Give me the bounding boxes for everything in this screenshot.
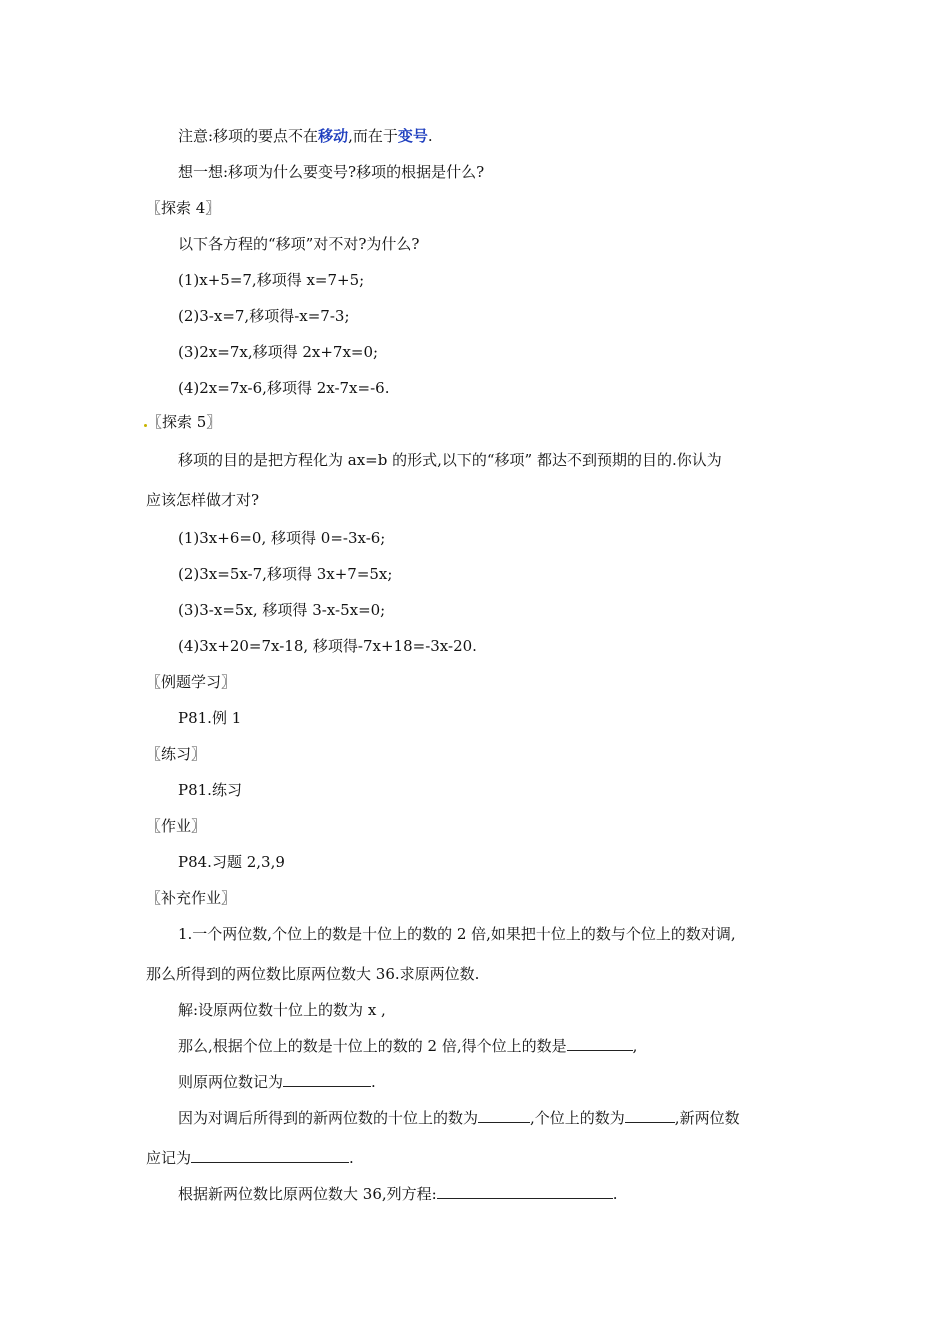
explore5-item: (1)3x+6=0, 移项得 0=-3x-6; (178, 529, 386, 547)
solution-line6-end: . (612, 1185, 618, 1203)
solution-line2-text: 那么,根据个位上的数是十位上的数的 2 倍,得个位上的数是 (178, 1037, 567, 1055)
note-prefix: 注意:移项的要点不在 (178, 127, 319, 145)
solution-line6 (178, 1184, 617, 1204)
note-highlight-move: 移动 (318, 127, 349, 145)
solution-line5-text: 应记为 (146, 1149, 192, 1167)
solution-line1: 解:设原两位数十位上的数为 x , (178, 1001, 386, 1019)
explore5-question-line1: 移项的目的是把方程化为 ax=b 的形式,以下的“移项” 都达不到预期的目的.你认为 (178, 451, 722, 469)
explore5-heading-line (144, 412, 221, 432)
example-heading: 〖例题学习〗 (146, 673, 237, 691)
solution-line4-text: 因为对调后所得到的新两位数的十位上的数为 (178, 1109, 479, 1127)
solution-line4-mid: ,个位上的数为 (530, 1109, 625, 1127)
explore5-question-line2: 应该怎样做才对? (146, 491, 260, 509)
explore5-heading: 〖探索 5〗 (147, 413, 222, 431)
answer-blank-equation[interactable] (437, 1184, 613, 1199)
think-line: 想一想:移项为什么要变号?移项的根据是什么? (178, 163, 485, 181)
note-mid: ,而在于 (348, 127, 398, 145)
solution-line4-end: ,新两位数 (674, 1109, 740, 1127)
homework-text: P84.习题 2,3,9 (178, 853, 285, 871)
homework-heading: 〖作业〗 (146, 817, 207, 835)
answer-blank-units-digit[interactable] (567, 1036, 633, 1051)
note-highlight-sign: 变号 (397, 127, 428, 145)
answer-blank-new-number[interactable] (191, 1148, 349, 1163)
answer-blank-new-tens[interactable] (478, 1108, 530, 1123)
note-line (178, 126, 433, 146)
solution-line6-text: 根据新两位数比原两位数大 36,列方程: (178, 1185, 437, 1203)
extra-problem-line2: 那么所得到的两位数比原两位数大 36.求原两位数. (146, 965, 480, 983)
solution-line2-end: , (632, 1037, 638, 1055)
solution-line3 (178, 1072, 376, 1092)
explore5-item: (3)3-x=5x, 移项得 3-x-5x=0; (178, 601, 386, 619)
explore4-heading: 〖探索 4〗 (146, 199, 221, 217)
explore5-item: (4)3x+20=7x-18, 移项得-7x+18=-3x-20. (178, 637, 477, 655)
explore4-item: (4)2x=7x-6,移项得 2x-7x=-6. (178, 379, 390, 397)
explore4-item: (2)3-x=7,移项得-x=7-3; (178, 307, 350, 325)
explore4-question: 以下各方程的“移项”对不对?为什么? (178, 235, 420, 253)
note-end: . (427, 127, 433, 145)
solution-line5-end: . (349, 1149, 354, 1167)
explore4-item: (3)2x=7x,移项得 2x+7x=0; (178, 343, 379, 361)
explore5-item: (2)3x=5x-7,移项得 3x+7=5x; (178, 565, 393, 583)
extra-problem-line1: 1.一个两位数,个位上的数是十位上的数的 2 倍,如果把十位上的数与个位上的数对调, (178, 925, 736, 943)
solution-line3-text: 则原两位数记为 (178, 1073, 284, 1091)
solution-line2 (178, 1036, 637, 1056)
example-text: P81.例 1 (178, 709, 242, 727)
answer-blank-original-number[interactable] (283, 1072, 371, 1087)
solution-line5 (146, 1148, 354, 1168)
answer-blank-new-units[interactable] (625, 1108, 675, 1123)
solution-line3-end: . (371, 1073, 376, 1091)
extra-heading: 〖补充作业〗 (146, 889, 237, 907)
practice-text: P81.练习 (178, 781, 242, 799)
explore4-item: (1)x+5=7,移项得 x=7+5; (178, 271, 365, 289)
solution-line4 (178, 1108, 740, 1128)
practice-heading: 〖练习〗 (146, 745, 207, 763)
